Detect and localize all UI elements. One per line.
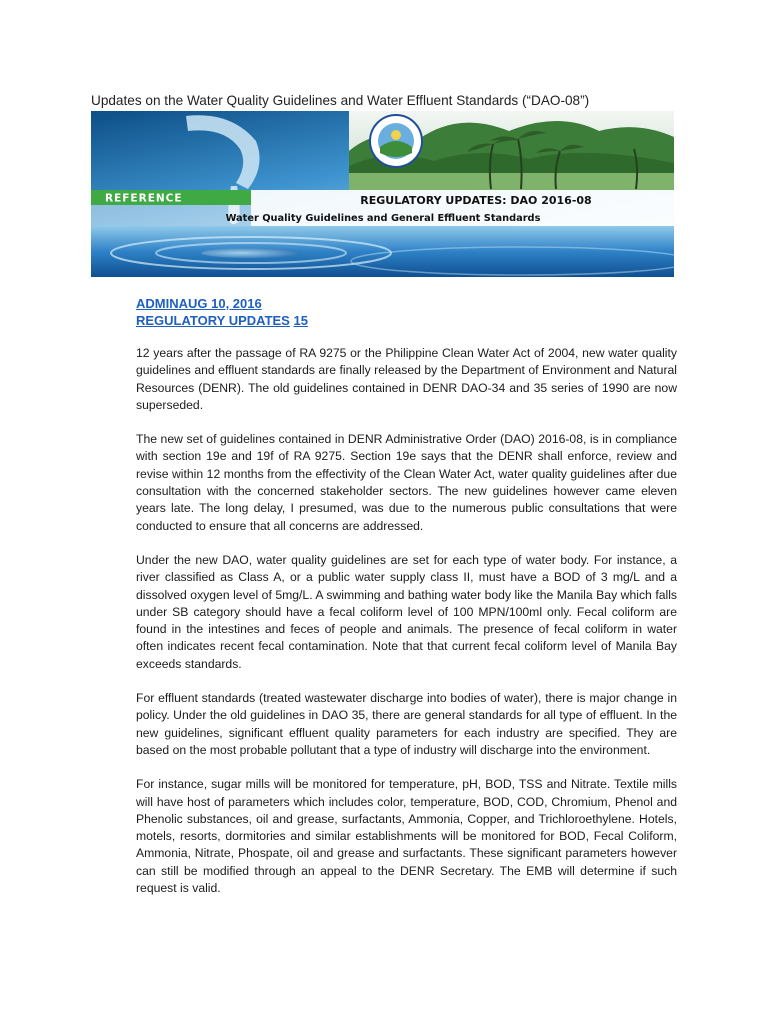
paragraph: The new set of guidelines contained in DENR Administrative Order (DAO) 2016-08, is in compliance with section 19e and 19f of RA 9275. Section 19e says that the DENR shall enforce, review and revise within 12 months from the effectivity of the Clean Water Act, water quality guidelines after due consultation with the concerned stakeholder sectors. The new guidelines however came eleven years late. The long delay, I presumed, was due to the numerous public consultations that were conducted to ensure that all concerns are addressed.	[136, 432, 677, 533]
banner-reference-label: REFERENCE	[105, 192, 183, 205]
banner-heading: REGULATORY UPDATES: DAO 2016-08	[360, 194, 592, 207]
comment-count-link[interactable]: 15	[293, 313, 308, 328]
header-banner-image	[91, 111, 674, 277]
post-meta	[136, 295, 308, 329]
paragraph: Under the new DAO, water quality guidelines are set for each type of water body. For instance, a river classified as Class A, or a public water supply class II, must have a BOD of 3 mg/L and a dissolved oxygen level of 5mg/L. A swimming and bathing water body like the Manila Bay which falls under SB category should have a fecal coliform level of 100 MPN/100ml only. Fecal coliform are found in the intestines and feces of people and animals. The presence of fecal coliform in water often indicates recent fecal contamination. Note that that current fecal coliform level of Manila Bay exceeds standards.	[136, 552, 677, 671]
article-body	[136, 345, 677, 914]
category-link[interactable]: REGULATORY UPDATES	[136, 313, 290, 328]
banner-subheading: Water Quality Guidelines and General Effluent Standards	[225, 213, 541, 224]
author-date-link[interactable]: ADMINAUG 10, 2016	[136, 296, 262, 311]
document-title: Updates on the Water Quality Guidelines and Water Effluent Standards (“DAO-08”)	[91, 93, 590, 108]
paragraph: 12 years after the passage of RA 9275 or the Philippine Clean Water Act of 2004, new water quality guidelines and effluent standards are finally released by the Department of Environment and Natural Resources (DENR). The old guidelines contained in DENR DAO-34 and 35 series of 1990 are now superseded.	[136, 346, 677, 412]
paragraph: For instance, sugar mills will be monitored for temperature, pH, BOD, TSS and Nitrate. Textile mills will have host of parameters which includes color, temperature, BOD, COD, Chromium, Phenol and Phenolic substances, oil and grease, surfactants, Ammonia, Copper, and Trichloroethylene. Hotels, motels, resorts, dormitories and similar establishments will be monitored for BOD, Fecal Coliform, Ammonia, Nitrate, Phospate, oil and grease and surfactants. These significant parameters however can still be modified through an appeal to the DENR Secretary. The EMB will determine if such request is valid.	[136, 777, 677, 896]
paragraph: For effluent standards (treated wastewater discharge into bodies of water), there is major change in policy. Under the old guidelines in DAO 35, there are general standards for all type of effluent. In the new guidelines, significant effluent quality parameters for each industry are specified. They are based on the most probable pollutant that a type of industry will discharge into the environment.	[136, 691, 677, 757]
